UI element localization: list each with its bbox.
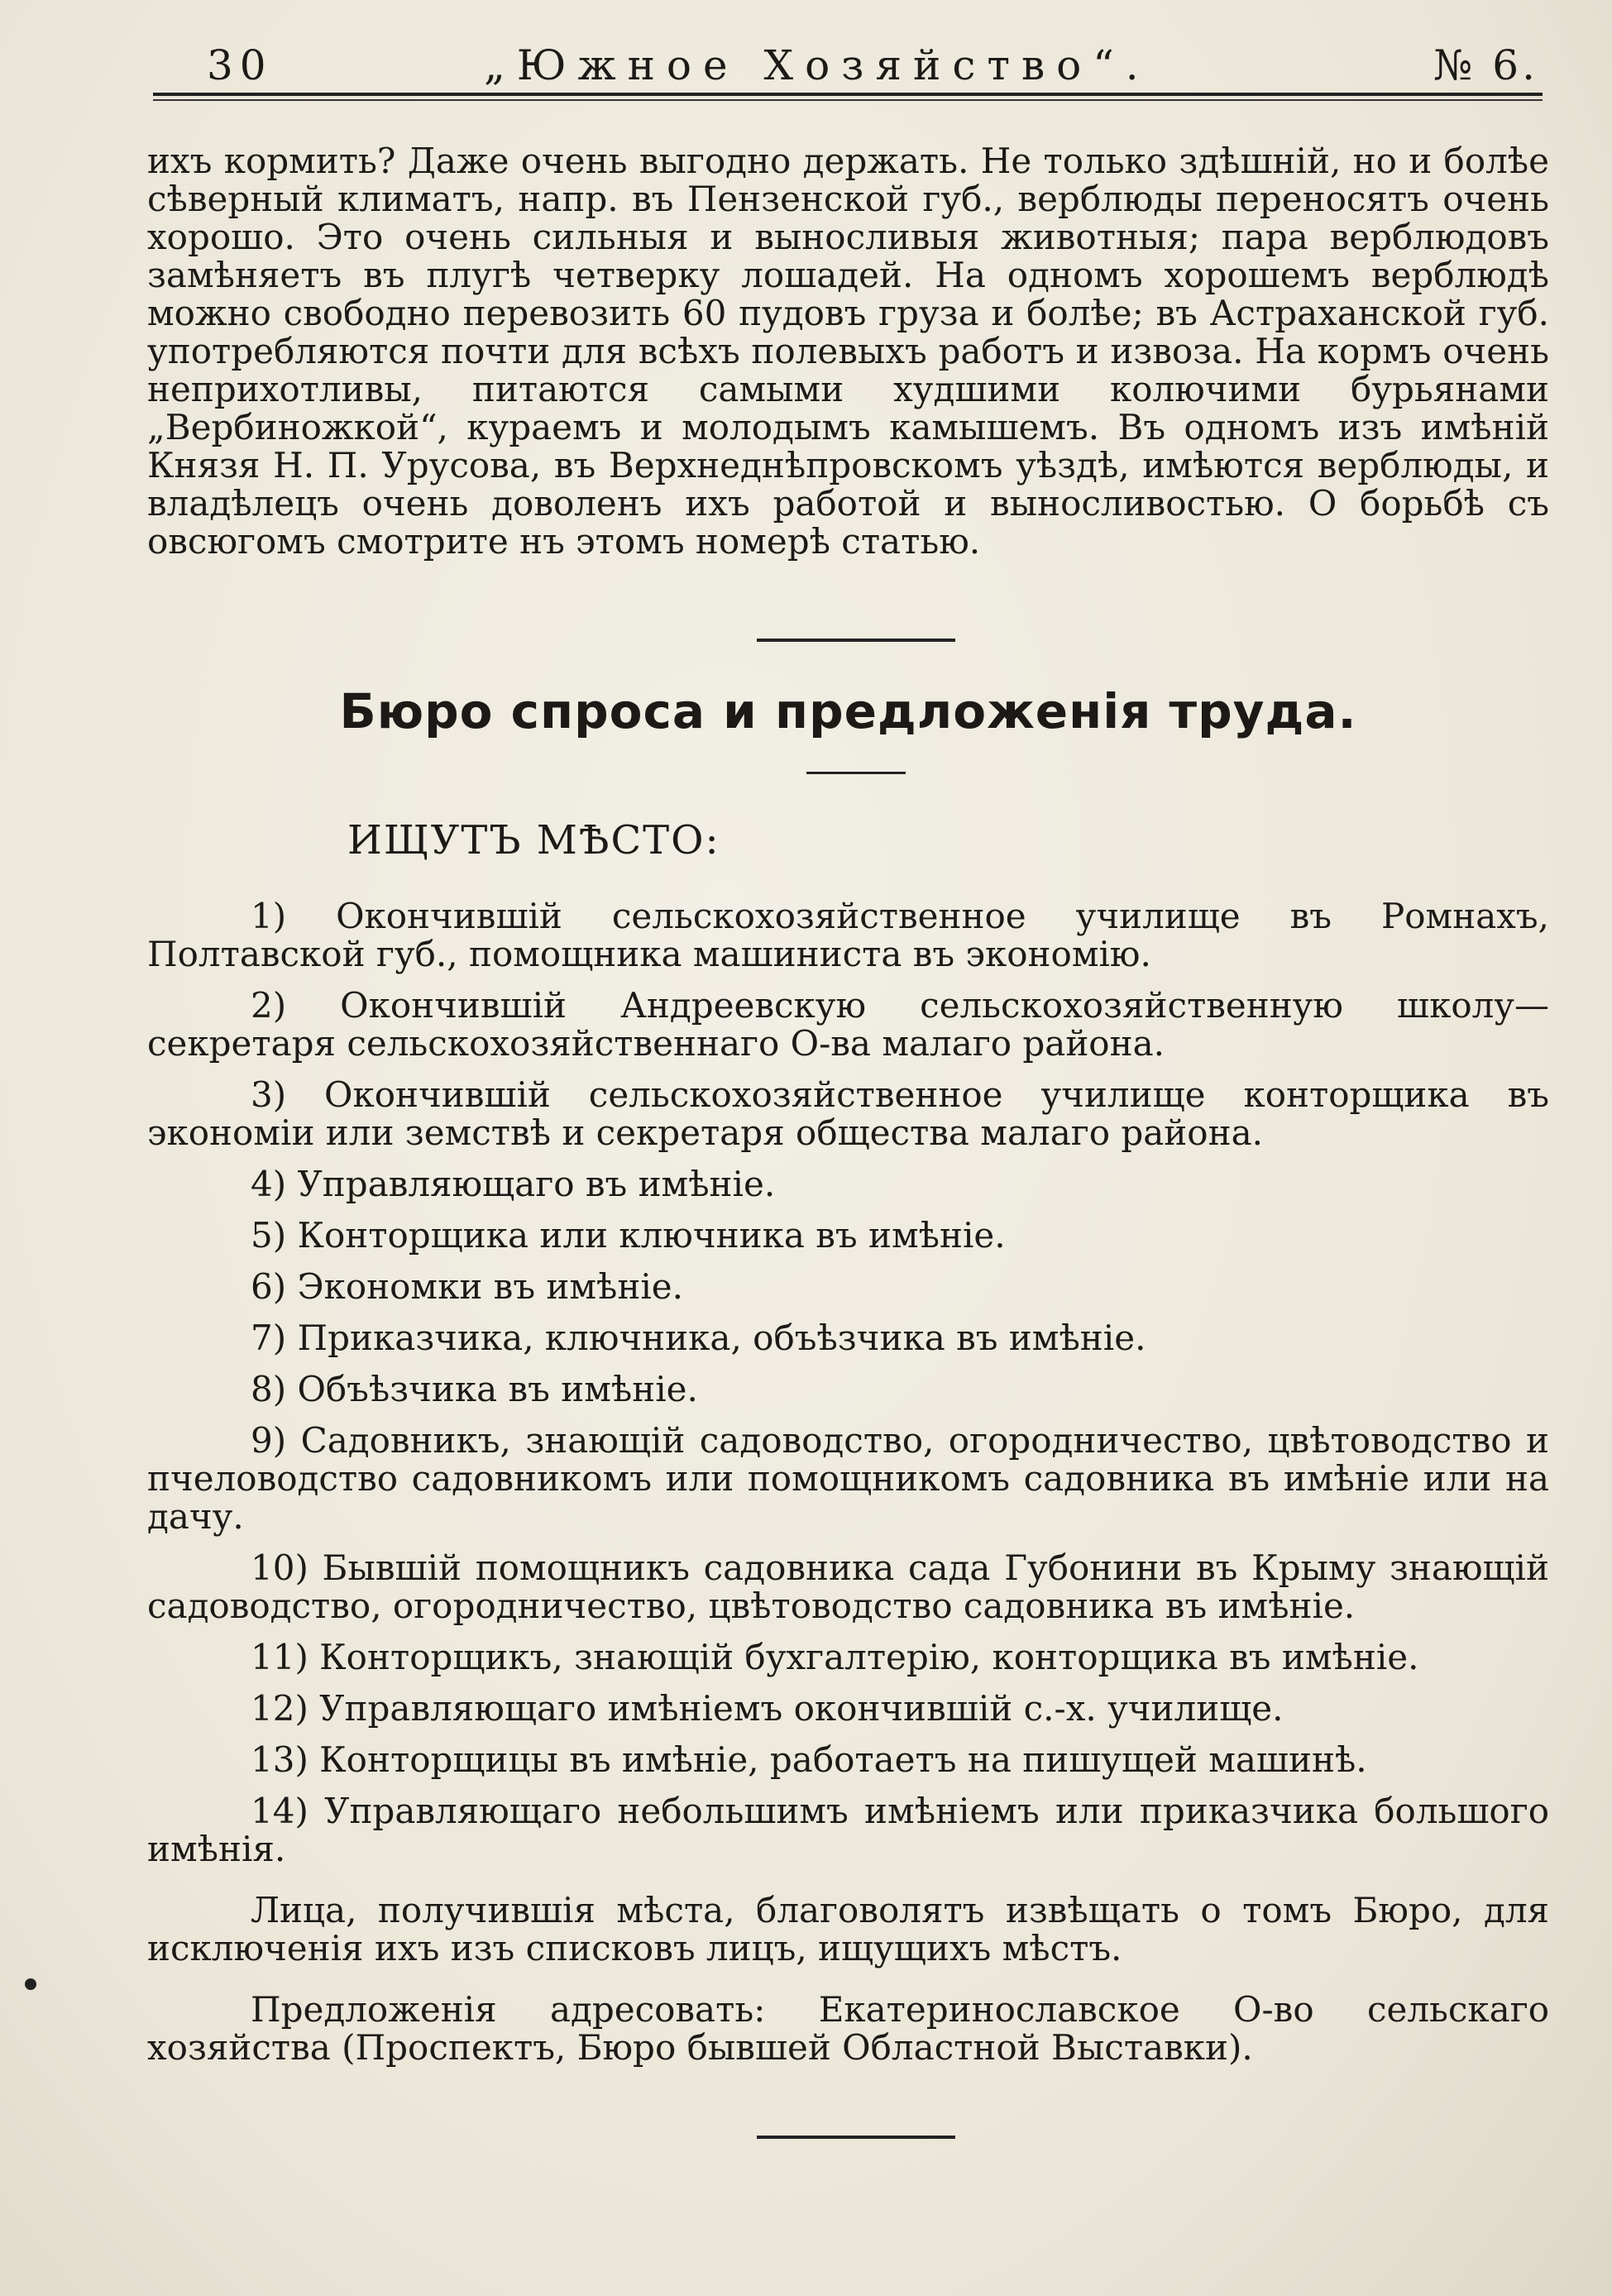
address-paragraph: Предложенія адресовать: Екатеринославское О-во сельскаго хозяйства (Проспектъ, Бюро бывшей Областной Выставки). [147, 1989, 1549, 2068]
list-item: 1) Окончившій сельскохозяйственное училище въ Ромнахъ, Полтавской губ., помощника машиниста въ экономію. [147, 896, 1549, 974]
intro-section [147, 142, 1549, 561]
list-item: 12) Управляющаго имѣніемъ окончившій с.-х. училище. [251, 1688, 1284, 1729]
notice-paragraph: Лица, получившія мѣста, благоволятъ извѣщать о томъ Бюро, для исключенія ихъ изъ списковъ лицъ, ищущихъ мѣстъ. [147, 1890, 1549, 1968]
list-item: 5) Конторщика или ключника въ имѣніе. [251, 1215, 1006, 1256]
journal-title: „Южное Хозяйство“. [484, 41, 1150, 89]
title-underline [806, 772, 906, 774]
list-item: 10) Бывшій помощникъ садовника сада Губонини въ Крыму знающій садоводство, огородничество, цвѣтоводство садовника въ имѣніе. [147, 1547, 1549, 1626]
margin-dot [25, 1978, 36, 1990]
page-header [149, 41, 1538, 99]
issue-number: № 6. [1433, 41, 1538, 89]
header-rule-thin [153, 99, 1543, 101]
intro-paragraph: ихъ кормить? Даже очень выгодно держать. Не только здѣшній, но и болѣе сѣверный климатъ, напр. въ Пензенской губ., верблюды переносятъ очень хорошо. Это очень сильныя и выносливыя животныя; пара верблюдовъ замѣняетъ въ плугѣ четверку лошадей. На одномъ хорошемъ верблюдѣ можно свободно перевозить 60 пудовъ груза и болѣе; въ Астраханской губ. употребляются почти для всѣхъ полевыхъ работъ и извоза. На кормъ очень неприхотливы, питаются самыми худшими колючими бурьянами „Вербиножкой“, кураемъ и молодымъ камышемъ. Въ одномъ изъ имѣній Князя Н. П. Урусова, въ Верхнеднѣпровскомъ уѣздѣ, имѣются верблюды, и владѣлецъ очень доволенъ ихъ работой и выносливостью. О борьбѣ съ овсюгомъ смотрите нъ этомъ номерѣ статью. [147, 141, 1549, 562]
list-item: 14) Управляющаго небольшимъ имѣніемъ или приказчика большого имѣнія. [147, 1791, 1549, 1869]
header-rule [153, 93, 1543, 96]
list-item: 4) Управляющаго въ имѣніе. [251, 1164, 776, 1204]
section-title: Бюро спроса и предложенія труда. [339, 683, 1357, 739]
page-number: 30 [207, 41, 273, 89]
list-item: 7) Приказчика, ключника, объѣзчика въ имѣніе. [251, 1318, 1146, 1358]
end-divider [757, 2136, 955, 2139]
job-seekers-list [147, 897, 1549, 2080]
list-item: 3) Окончившій сельскохозяйственное училище конторщика въ экономіи или земствѣ и секретаря общества малаго района. [147, 1074, 1549, 1153]
section-divider [757, 639, 955, 642]
list-item: 11) Конторщикъ, знающій бухгалтерію, конторщика въ имѣніе. [251, 1637, 1419, 1677]
list-item: 9) Садовникъ, знающій садоводство, огородничество, цвѣтоводство и пчеловодство садовникомъ или помощникомъ садовника въ имѣніе или на дачу. [147, 1420, 1549, 1537]
subsection-title: ИЩУТЪ МѢСТО: [347, 817, 720, 863]
list-item: 13) Конторщицы въ имѣніе, работаетъ на пишущей машинѣ. [251, 1739, 1367, 1780]
list-item: 2) Окончившій Андреевскую сельскохозяйственную школу—секретаря сельскохозяйственнаго О-ва малаго района. [147, 985, 1549, 1064]
list-item: 6) Экономки въ имѣніе. [251, 1266, 684, 1307]
list-item: 8) Объѣзчика въ имѣніе. [251, 1369, 698, 1409]
